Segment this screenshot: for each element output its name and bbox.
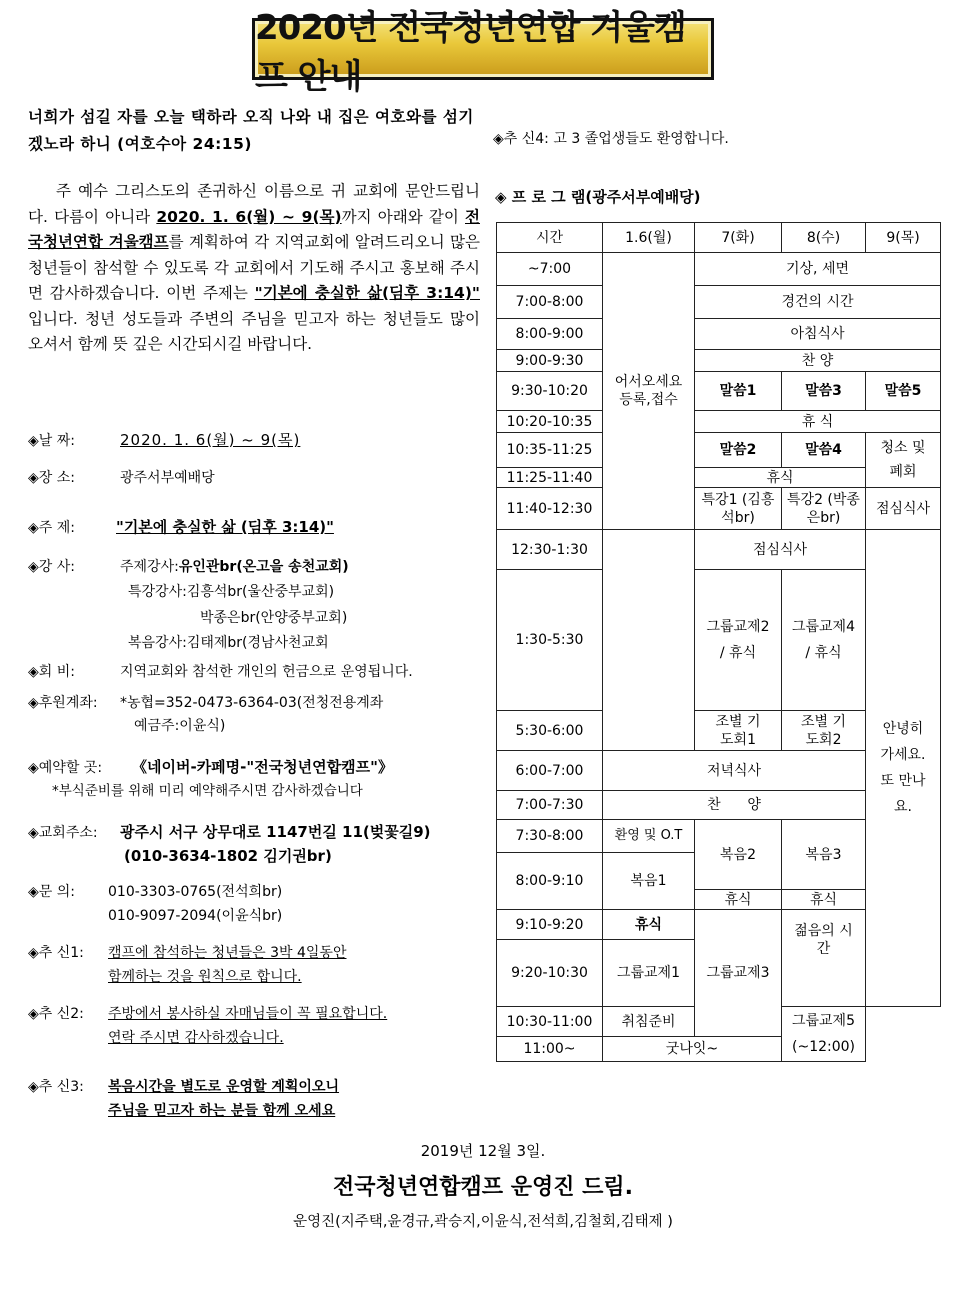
time-cell: 11:40-12:30	[497, 488, 603, 530]
time-cell: ~7:00	[497, 253, 603, 286]
contact-2: 010-9097-2094(이윤식br)	[108, 908, 283, 924]
time-cell: 9:10-9:20	[497, 910, 603, 940]
schedule-table	[496, 222, 941, 1062]
word-3-cell: 말씀3	[782, 372, 866, 411]
dinner-cell: 저녁식사	[603, 751, 866, 791]
note-2-line-2: 연락 주시면 감사하겠습니다.	[108, 1030, 284, 1046]
mon-arrival-cell: 어서오세요 등록,접수	[603, 253, 695, 530]
note-3: ◈추 신3: 복음시간을 별도로 운영할 계획이오니	[28, 1079, 340, 1095]
footer-date: 2019년 12월 3일.	[420, 1142, 546, 1160]
speaker-3: 박종은br(안양중부교회)	[200, 610, 348, 626]
bed-mon-cell: 취침준비	[603, 1007, 695, 1037]
info-place: ◈장 소: 광주서부예배당	[28, 470, 215, 486]
wake-cell: 기상, 세면	[695, 253, 941, 286]
header-mon: 1.6(월)	[603, 223, 695, 253]
praise-pm-cell: 찬 양	[603, 791, 866, 820]
table-row	[497, 433, 941, 468]
info-date: ◈날 짜: 2020. 1. 6(월) ~ 9(목)	[28, 431, 301, 449]
word-5-cell: 말씀5	[866, 372, 941, 411]
mon-empty-cell	[603, 530, 695, 751]
word-1-cell: 말씀1	[695, 372, 782, 411]
intro-theme: "기본에 충실한 삶(딤후 3:14)"	[254, 284, 480, 302]
time-cell: 12:30-1:30	[497, 530, 603, 570]
time-cell: 10:20-10:35	[497, 411, 603, 433]
prayer-1-cell: 조별 기도회1	[695, 711, 782, 751]
info-reserve: ◈예약할 곳: 《네이버-카페명-"전국청년연합캠프"》	[28, 758, 393, 776]
word-4-cell: 말씀4	[782, 433, 866, 468]
info-fee: ◈회 비: 지역교회와 참석한 개인의 헌금으로 운영됩니다.	[28, 664, 413, 680]
time-cell: 7:00-8:00	[497, 286, 603, 319]
note-1: ◈추 신1: 캠프에 참석하는 청년들은 3박 4일동안	[28, 945, 347, 961]
lunch-cell: 점심식사	[695, 530, 866, 570]
intro-camp-name: 전국청년연합 겨울캠프	[28, 207, 480, 251]
title-banner	[252, 8, 714, 97]
gospel-2-cell: 복음2	[695, 820, 782, 890]
info-address: ◈교회주소: 광주시 서구 상무대로 1147번길 11(벚꽃길9)	[28, 823, 431, 841]
prayer-2-cell: 조별 기도회2	[782, 711, 866, 751]
intro-text-1: 주 예수 그리스도의 존귀하신 이름으로 귀 교회에 문안드립니다. 다름이 아니라	[28, 182, 480, 226]
intro-text-4: 입니다. 청년 성도들과 주변의 주님을 믿고자 하는 청년들도 많이 오셔서 함께 뜻 깊은 시간되시길 바랍니다.	[28, 309, 480, 353]
speaker-2: 특강강사:김흥석br(울산중부교회)	[128, 584, 335, 600]
farewell-cell: 안녕히 가세요. 또 만나요.	[866, 530, 941, 1007]
speaker-4: 복음강사:김태제br(경남사천교회	[128, 635, 329, 651]
break-am-cell: 휴 식	[695, 411, 941, 433]
info-contact: ◈문 의: 010-3303-0765(전석희br)	[28, 884, 283, 900]
time-cell: 9:20-10:30	[497, 940, 603, 1007]
header-thu: 9(목)	[866, 223, 941, 253]
rest-wed-cell: 휴식	[782, 890, 866, 910]
youth-time-cell: 젊음의 시간	[782, 910, 866, 1007]
break-mid-cell: 휴식	[695, 468, 866, 488]
address-phone: (010-3634-1802 김기권br)	[124, 847, 332, 865]
group-3-cell: 그룹교제3	[695, 910, 782, 1037]
info-account: ◈후원계좌: *농협=352-0473-6364-03(전청전용계좌	[28, 695, 384, 711]
table-row	[497, 530, 941, 570]
rest-tue-cell: 휴식	[695, 890, 782, 910]
lecture-1-cell: 특강1 (김흥석br)	[695, 488, 782, 530]
time-cell: 10:35-11:25	[497, 433, 603, 468]
page-title: 2020년 전국청년연합 겨울캠프 안내	[255, 8, 686, 97]
time-cell: 9:00-9:30	[497, 350, 603, 372]
header-time: 시간	[497, 223, 603, 253]
table-header-row	[497, 223, 941, 253]
time-cell: 6:00-7:00	[497, 751, 603, 791]
closing-cell: 청소 및 폐회	[866, 433, 941, 488]
rest-mon-cell: 휴식	[603, 910, 695, 940]
intro-text-3: 를 계획하여 각 지역교회에 알려드리오니 많은 청년들이 참석할 수 있도록 각 교회에서 기도해 주시고 홍보해 주시면 감사하겠습니다. 이번 주제는	[28, 233, 480, 302]
group-5-cell: 그룹교제5 (~12:00)	[782, 1007, 866, 1062]
goodnight-cell: 굿나잇~	[603, 1037, 782, 1062]
table-row	[497, 411, 941, 433]
welcome-cell: 환영 및 O.T	[603, 820, 695, 853]
intro-text-2: 까지 아래와 같이	[341, 207, 466, 226]
time-cell: 10:30-11:00	[497, 1007, 603, 1037]
table-row	[497, 350, 941, 372]
breakfast-cell: 아침식사	[695, 319, 941, 350]
intro-paragraph	[28, 179, 480, 358]
praise-am-cell: 찬 양	[695, 350, 941, 372]
note-4: ◈추 신4: 고 3 졸업생들도 환영합니다.	[493, 131, 729, 147]
table-row	[497, 286, 941, 319]
time-cell: 9:30-10:20	[497, 372, 603, 411]
table-row	[497, 488, 941, 530]
time-cell: 1:30-5:30	[497, 570, 603, 711]
note-2: ◈추 신2: 주방에서 봉사하실 자매님들이 꼭 필요합니다.	[28, 1006, 388, 1022]
devotion-cell: 경건의 시간	[695, 286, 941, 319]
table-row	[497, 253, 941, 286]
group-2-cell: 그룹교제2 / 휴식	[695, 570, 782, 711]
time-cell: 7:00-7:30	[497, 791, 603, 820]
reserve-note: *부식준비를 위해 미리 예약해주시면 감사하겠습니다	[52, 783, 363, 799]
header-tue: 7(화)	[695, 223, 782, 253]
table-row	[497, 319, 941, 350]
footer-signature: 전국청년연합캠프 운영진 드림.	[333, 1175, 633, 1200]
group-1-cell: 그룹교제1	[603, 940, 695, 1007]
info-speakers: ◈강 사: 주제강사:유인관br(온고을 송천교회)	[28, 559, 349, 575]
time-cell: 8:00-9:00	[497, 319, 603, 350]
word-2-cell: 말씀2	[695, 433, 782, 468]
time-cell: 8:00-9:10	[497, 853, 603, 910]
time-cell: 11:00~	[497, 1037, 603, 1062]
time-cell: 11:25-11:40	[497, 468, 603, 488]
lecture-2-cell: 특강2 (박종은br)	[782, 488, 866, 530]
account-holder: 예금주:이윤식)	[134, 718, 226, 734]
gospel-3-cell: 복음3	[782, 820, 866, 890]
table-row	[497, 372, 941, 411]
note-1-line-2: 함께하는 것을 원칙으로 합니다.	[108, 969, 302, 985]
group-4-cell: 그룹교제4 / 휴식	[782, 570, 866, 711]
footer-staff: 운영진(지주택,윤경규,곽승지,이윤식,전석희,김철회,김태제 )	[293, 1214, 673, 1230]
bible-verse: 너희가 섬길 자를 오늘 택하라 오직 나와 내 집은 여호와를 섬기겠노라 하니 (여호수아 24:15)	[28, 108, 474, 153]
header-wed: 8(수)	[782, 223, 866, 253]
intro-date: 2020. 1. 6(월) ~ 9(목)	[156, 207, 342, 226]
table-row	[497, 1037, 941, 1062]
program-title: ◈ 프 로 그 램(광주서부예배당)	[495, 188, 701, 206]
note-3-line-2: 주님을 믿고자 하는 분들 함께 오세요	[108, 1103, 336, 1119]
lunch-thu-cell: 점심식사	[866, 488, 941, 530]
gospel-1-cell: 복음1	[603, 853, 695, 910]
time-cell: 5:30-6:00	[497, 711, 603, 751]
time-cell: 7:30-8:00	[497, 820, 603, 853]
info-theme: ◈주 제: "기본에 충실한 삶 (딤후 3:14)"	[28, 518, 334, 536]
